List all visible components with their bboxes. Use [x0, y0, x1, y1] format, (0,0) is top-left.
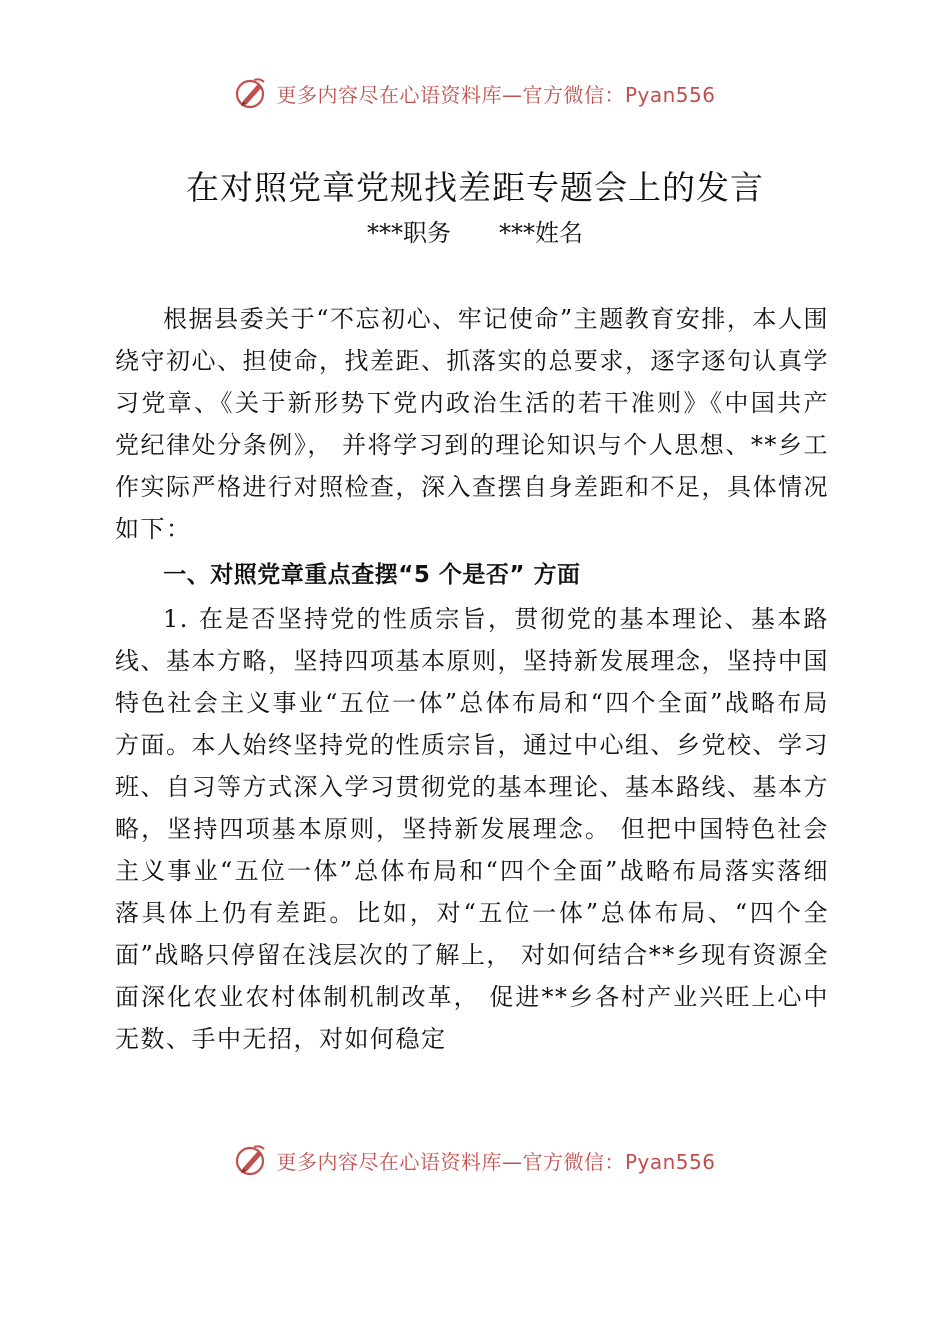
author-line: [0, 213, 950, 248]
author-name: ***姓名: [499, 219, 583, 247]
document-body: [115, 298, 829, 1060]
pen-logo-icon: [234, 1143, 268, 1177]
header-watermark: [0, 73, 950, 113]
watermark-text: 更多内容尽在心语资料库—官方微信：Pyan556: [276, 1149, 716, 1174]
pen-logo-icon: [234, 76, 268, 110]
section-paragraph: 1. 在是否坚持党的性质宗旨，贯彻党的基本理论、基本路线、基本方略，坚持四项基本原则，坚持新发展理念，坚持中国特色社会主义事业“五位一体”总体布局和“四个全面”战略布局方面。本人始终坚持党的性质宗旨，通过中心组、乡党校、学习班、自习等方式深入学习贯彻党的基本理论、基本路线、基本方略，坚持四项基本原则，坚持新发展理念。 但把中国特色社会主义事业“五位一体”总体布局和“四个全面”战略布局落实落细落具体上仍有差距。比如，对“五位一体”总体布局、“四个全面”战略只停留在浅层次的了解上， 对如何结合**乡现有资源全面深化农业农村体制机制改革， 促进**乡各村产业兴旺上心中无数、手中无招，对如何稳定: [115, 605, 829, 1053]
document-title: 在对照党章党规找差距专题会上的发言: [186, 168, 764, 207]
intro-paragraph: 根据县委关于“不忘初心、牢记使命”主题教育安排，本人围绕守初心、担使命，找差距、抓落实的总要求，逐字逐句认真学习党章、《关于新形势下党内政治生活的若干准则》《中国共产党纪律处分条例》， 并将学习到的理论知识与个人思想、**乡工作实际严格进行对照检查，深入查摆自身差距和不足，具体情况如下：: [115, 305, 829, 543]
section-heading: 一、对照党章重点查摆“5 个是否” 方面: [163, 562, 581, 588]
footer-watermark: [0, 1140, 950, 1180]
watermark-text: 更多内容尽在心语资料库—官方微信：Pyan556: [276, 82, 716, 107]
author-position: ***职务: [367, 219, 451, 247]
